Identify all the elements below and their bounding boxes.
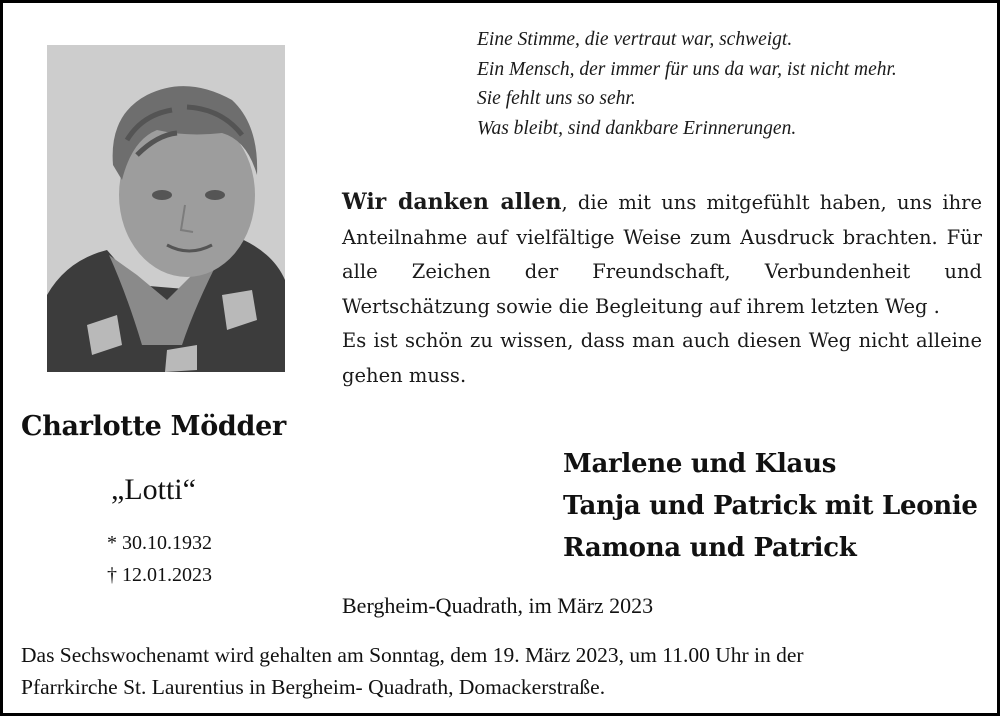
- poem-line: Eine Stimme, die vertraut war, schweigt.: [477, 29, 793, 50]
- mourner-line: Ramona und Patrick: [563, 533, 857, 563]
- thanks-paragraph: [342, 185, 982, 324]
- poem: [477, 25, 997, 143]
- thanks-closing: Es ist schön zu wissen, dass man auch diesen Weg nicht alleine gehen muss.: [342, 329, 982, 387]
- deceased-nickname: „Lotti“: [111, 473, 196, 506]
- birth-date: * 30.10.1932: [107, 532, 212, 554]
- deceased-name: Charlotte Mödder: [21, 411, 286, 442]
- death-date: † 12.01.2023: [107, 564, 212, 586]
- poem-line: Ein Mensch, der immer für uns da war, ist nicht mehr.: [477, 58, 897, 80]
- mourner-line: Tanja und Patrick mit Leonie: [563, 491, 978, 521]
- place-date: Bergheim-Quadrath, im März 2023: [342, 593, 654, 618]
- thanks-text: [342, 185, 982, 393]
- thanks-body: , die mit uns mitgefühlt haben, uns ihre Anteilnahme auf vielfältige Weise zum Ausdruck brachten. Für alle Zeichen der Freundschaft, Verbundenheit und Wertschätzung sowie die Begleitung auf ihrem letzten Weg .: [342, 191, 982, 318]
- portrait-image: [47, 45, 285, 372]
- service-notice: [21, 639, 986, 703]
- mourners: [563, 443, 993, 569]
- notice-line: Pfarrkirche St. Laurentius in Bergheim- Quadrath, Domackerstraße.: [21, 675, 606, 699]
- mourner-line: Marlene und Klaus: [563, 449, 837, 479]
- portrait-photo: [47, 45, 285, 372]
- life-dates: [107, 527, 212, 591]
- poem-line: Was bleibt, sind dankbare Erinnerungen.: [477, 117, 797, 139]
- thanks-lead: Wir danken allen: [342, 189, 562, 215]
- notice-line: Das Sechswochenamt wird gehalten am Sonntag, dem 19. März 2023, um 11.00 Uhr in der: [21, 643, 804, 667]
- poem-line: Sie fehlt uns so sehr.: [477, 88, 636, 109]
